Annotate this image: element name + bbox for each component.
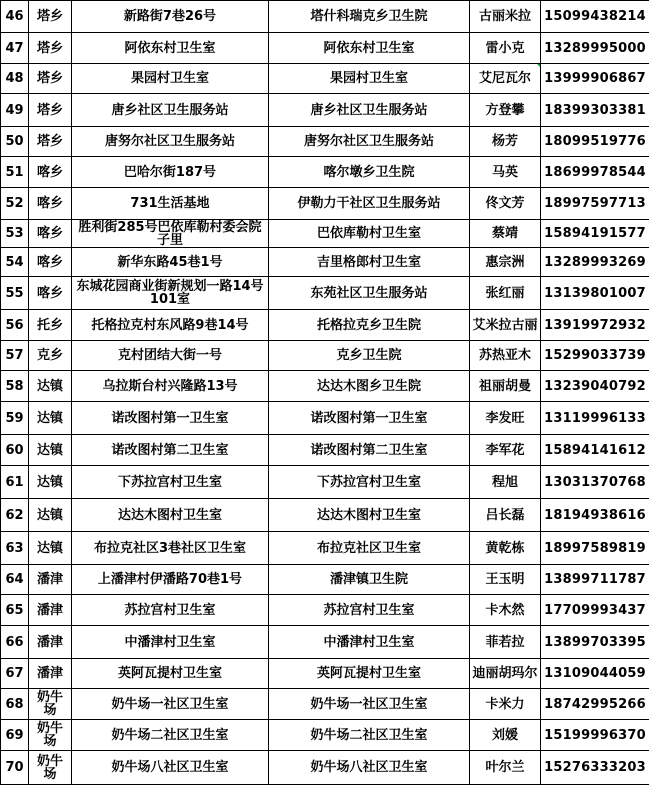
facility-cell[interactable]: 伊勒力干社区卫生服务站 [269,188,470,220]
address-cell[interactable]: 英阿瓦提村卫生室 [72,659,269,689]
town-cell[interactable]: 喀乡 [29,248,72,277]
address-cell[interactable]: 托格拉克村东风路9巷14号 [72,310,269,341]
facility-cell[interactable]: 托格拉克乡卫生院 [269,310,470,341]
town-cell[interactable]: 塔乡 [29,94,72,127]
row-number[interactable]: 59 [1,402,29,435]
facility-cell[interactable]: 果园村卫生室 [269,64,470,94]
town-cell[interactable]: 喀乡 [29,277,72,310]
phone-cell[interactable]: 18699978544 [541,157,649,188]
fill-handle-marker [536,64,541,69]
facility-cell[interactable]: 诺改图村第一卫生室 [269,402,470,435]
town-cell[interactable]: 喀乡 [29,188,72,220]
contact-cell[interactable]: 艾米拉古丽 [470,310,541,341]
row-number[interactable]: 55 [1,277,29,310]
town-cell[interactable]: 塔乡 [29,64,72,94]
town-cell[interactable]: 达镇 [29,466,72,499]
facility-cell[interactable]: 唐乡社区卫生服务站 [269,94,470,127]
row-number[interactable]: 67 [1,659,29,689]
town-cell[interactable]: 托乡 [29,310,72,341]
row-number[interactable]: 61 [1,466,29,499]
phone-cell[interactable]: 13239040792 [541,371,649,402]
address-cell[interactable]: 奶牛场一社区卫生室 [72,689,269,720]
facility-cell[interactable]: 巴依库勒村卫生室 [269,220,470,248]
facility-cell[interactable]: 布拉克社区卫生室 [269,532,470,565]
town-cell[interactable]: 达镇 [29,435,72,466]
town-cell[interactable]: 奶牛场 [29,751,72,785]
row-number[interactable]: 52 [1,188,29,220]
phone-cell[interactable]: 13119996133 [541,402,649,435]
facility-cell[interactable]: 克乡卫生院 [269,341,470,371]
row-number[interactable]: 69 [1,720,29,751]
facility-cell[interactable]: 苏拉宫村卫生室 [269,595,470,626]
address-cell[interactable]: 东城花园商业街新规划一路14号101室 [72,277,269,310]
town-cell[interactable]: 克乡 [29,341,72,371]
contact-cell[interactable]: 卡木然 [470,595,541,626]
facility-cell[interactable]: 奶牛场八社区卫生室 [269,751,470,785]
town-cell[interactable]: 喀乡 [29,220,72,248]
facility-cell[interactable]: 中潘津村卫生室 [269,626,470,659]
town-cell[interactable]: 塔乡 [29,1,72,33]
phone-cell[interactable]: 18997589819 [541,532,649,565]
address-cell[interactable]: 果园村卫生室 [72,64,269,94]
contact-cell[interactable]: 惠宗洲 [470,248,541,277]
phone-cell[interactable]: 13899703395 [541,626,649,659]
contact-cell[interactable]: 刘媛 [470,720,541,751]
table-row [1,341,649,371]
table-row [1,720,649,751]
facility-cell[interactable]: 下苏拉宫村卫生室 [269,466,470,499]
phone-cell[interactable]: 13919972932 [541,310,649,341]
table-row [1,310,649,341]
address-cell[interactable]: 胜利街285号巴依库勒村委会院子里 [72,220,269,248]
phone-cell[interactable]: 15099438214 [541,1,649,33]
phone-cell[interactable]: 13139801007 [541,277,649,310]
contact-cell[interactable]: 吕长磊 [470,499,541,532]
table-row [1,595,649,626]
address-cell[interactable]: 中潘津村卫生室 [72,626,269,659]
table-row [1,188,649,220]
row-number[interactable]: 53 [1,220,29,248]
phone-cell[interactable]: 17709993437 [541,595,649,626]
address-cell[interactable]: 乌拉斯台村兴隆路13号 [72,371,269,402]
town-cell[interactable]: 达镇 [29,499,72,532]
row-number[interactable]: 51 [1,157,29,188]
address-cell[interactable]: 达达木图村卫生室 [72,499,269,532]
address-cell[interactable]: 阿依东村卫生室 [72,33,269,64]
contact-cell[interactable]: 艾尼瓦尔 [470,64,541,94]
address-cell[interactable]: 唐乡社区卫生服务站 [72,94,269,127]
facility-cell[interactable]: 喀尔墩乡卫生院 [269,157,470,188]
table-row [1,689,649,720]
table-row [1,371,649,402]
town-cell[interactable]: 塔乡 [29,33,72,64]
table-row [1,435,649,466]
contact-cell[interactable]: 祖丽胡曼 [470,371,541,402]
table-row [1,565,649,595]
facility-cell[interactable]: 奶牛场二社区卫生室 [269,720,470,751]
table-row [1,402,649,435]
contact-cell[interactable]: 黄乾栋 [470,532,541,565]
row-number[interactable]: 46 [1,1,29,33]
table-row [1,94,649,127]
contact-cell[interactable]: 卡米力 [470,689,541,720]
row-number[interactable]: 57 [1,341,29,371]
contact-cell[interactable]: 佟文芳 [470,188,541,220]
contact-cell[interactable]: 苏热亚木 [470,341,541,371]
address-cell[interactable]: 布拉克社区3巷社区卫生室 [72,532,269,565]
table-row [1,466,649,499]
town-cell[interactable]: 潘津 [29,659,72,689]
facility-cell[interactable]: 吉里格郎村卫生室 [269,248,470,277]
table-row [1,277,649,310]
address-cell[interactable]: 奶牛场八社区卫生室 [72,751,269,785]
facility-cell[interactable]: 达达木图村卫生室 [269,499,470,532]
facility-cell[interactable]: 东苑社区卫生服务站 [269,277,470,310]
contact-cell[interactable]: 王玉明 [470,565,541,595]
contact-cell[interactable]: 张红丽 [470,277,541,310]
table-row [1,157,649,188]
phone-cell[interactable]: 15894191577 [541,220,649,248]
facility-cell[interactable]: 奶牛场一社区卫生室 [269,689,470,720]
facility-cell[interactable]: 阿依东村卫生室 [269,33,470,64]
contact-cell[interactable]: 李发旺 [470,402,541,435]
table-row [1,626,649,659]
contact-cell[interactable]: 蔡靖 [470,220,541,248]
contact-cell[interactable]: 李军花 [470,435,541,466]
table-row [1,1,649,33]
address-cell[interactable]: 克村团结大街一号 [72,341,269,371]
address-cell[interactable]: 奶牛场二社区卫生室 [72,720,269,751]
facility-cell[interactable]: 达达木图乡卫生院 [269,371,470,402]
table-row [1,499,649,532]
row-number[interactable]: 63 [1,532,29,565]
town-cell[interactable]: 达镇 [29,532,72,565]
town-cell[interactable]: 塔乡 [29,127,72,157]
town-cell[interactable]: 达镇 [29,371,72,402]
contact-cell[interactable]: 方登攀 [470,94,541,127]
address-cell[interactable]: 731生活基地 [72,188,269,220]
address-cell[interactable]: 诺改图村第一卫生室 [72,402,269,435]
table-body [1,1,649,785]
address-cell[interactable]: 新路街7巷26号 [72,1,269,33]
town-cell[interactable]: 奶牛场 [29,689,72,720]
phone-cell[interactable]: 13109044059 [541,659,649,689]
row-number[interactable]: 68 [1,689,29,720]
row-number[interactable]: 56 [1,310,29,341]
contact-cell[interactable]: 古丽米拉 [470,1,541,33]
facility-cell[interactable]: 潘津镇卫生院 [269,565,470,595]
phone-cell[interactable]: 18742995266 [541,689,649,720]
phone-cell[interactable]: 13999906867 [541,64,649,94]
row-number[interactable]: 65 [1,595,29,626]
row-number[interactable]: 47 [1,33,29,64]
phone-cell[interactable]: 15199996370 [541,720,649,751]
address-cell[interactable]: 上潘津村伊潘路70巷1号 [72,565,269,595]
phone-cell[interactable]: 18399303381 [541,94,649,127]
contact-cell[interactable]: 程旭 [470,466,541,499]
facility-cell[interactable]: 塔什科瑞克乡卫生院 [269,1,470,33]
phone-cell[interactable]: 18099519776 [541,127,649,157]
phone-cell[interactable]: 18997597713 [541,188,649,220]
row-number[interactable]: 62 [1,499,29,532]
contact-cell[interactable]: 雷小克 [470,33,541,64]
facility-cell[interactable]: 诺改图村第二卫生室 [269,435,470,466]
row-number[interactable]: 58 [1,371,29,402]
town-cell[interactable]: 奶牛场 [29,720,72,751]
row-number[interactable]: 66 [1,626,29,659]
contact-cell[interactable]: 叶尔兰 [470,751,541,785]
table-row [1,659,649,689]
row-number[interactable]: 60 [1,435,29,466]
table-row [1,248,649,277]
row-number[interactable]: 50 [1,127,29,157]
phone-cell[interactable]: 13031370768 [541,466,649,499]
contact-cell[interactable]: 迪丽胡玛尔 [470,659,541,689]
facility-cell[interactable]: 唐努尔社区卫生服务站 [269,127,470,157]
table-row [1,220,649,248]
address-cell[interactable]: 苏拉宫村卫生室 [72,595,269,626]
facility-cell[interactable]: 英阿瓦提村卫生室 [269,659,470,689]
town-cell[interactable]: 潘津 [29,565,72,595]
address-cell[interactable]: 唐努尔社区卫生服务站 [72,127,269,157]
table-row [1,532,649,565]
table-row [1,64,649,94]
address-cell[interactable]: 新华东路45巷1号 [72,248,269,277]
phone-cell[interactable]: 15299033739 [541,341,649,371]
address-cell[interactable]: 巴哈尔街187号 [72,157,269,188]
row-number[interactable]: 64 [1,565,29,595]
address-cell[interactable]: 诺改图村第二卫生室 [72,435,269,466]
contact-cell[interactable]: 杨芳 [470,127,541,157]
contact-cell[interactable]: 菲若拉 [470,626,541,659]
phone-cell[interactable]: 13289993269 [541,248,649,277]
phone-cell[interactable]: 13289995000 [541,33,649,64]
phone-cell[interactable]: 18194938616 [541,499,649,532]
phone-cell[interactable]: 13899711787 [541,565,649,595]
row-number[interactable]: 49 [1,94,29,127]
town-cell[interactable]: 潘津 [29,626,72,659]
row-number[interactable]: 54 [1,248,29,277]
contact-cell[interactable]: 马英 [470,157,541,188]
address-cell[interactable]: 下苏拉宫村卫生室 [72,466,269,499]
row-number[interactable]: 48 [1,64,29,94]
town-cell[interactable]: 达镇 [29,402,72,435]
town-cell[interactable]: 喀乡 [29,157,72,188]
row-number[interactable]: 70 [1,751,29,785]
phone-cell[interactable]: 15276333203 [541,751,649,785]
table-row [1,127,649,157]
table-row [1,33,649,64]
table-row [1,751,649,785]
town-cell[interactable]: 潘津 [29,595,72,626]
phone-cell[interactable]: 15894141612 [541,435,649,466]
